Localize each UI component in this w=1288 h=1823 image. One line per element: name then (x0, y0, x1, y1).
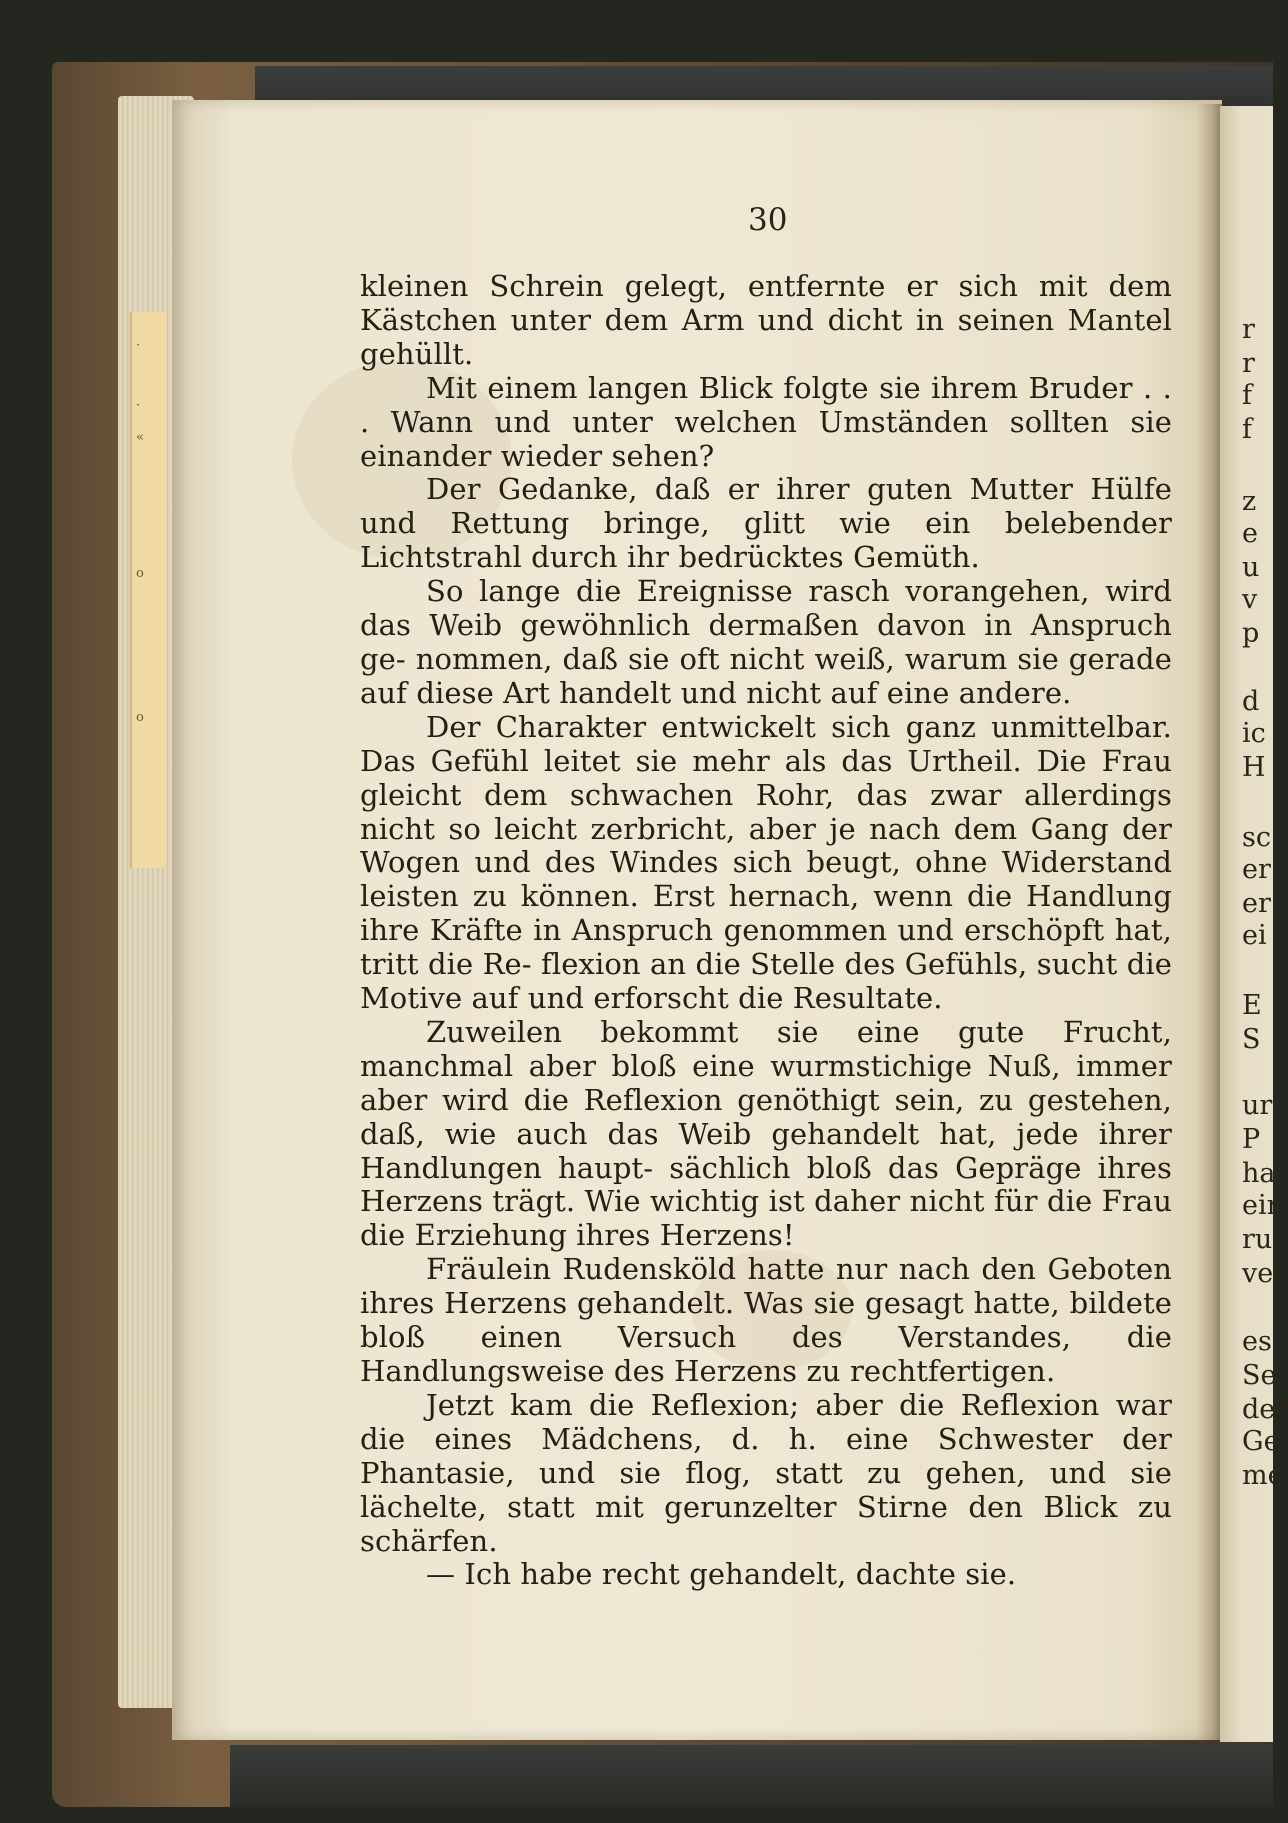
fragment: ein (1242, 1190, 1285, 1221)
fragment: H (1242, 752, 1266, 783)
paragraph: kleinen Schrein gelegt, entfernte er sich mit dem Kästchen unter dem Arm und dicht in seinen Mantel gehüllt. (360, 269, 1172, 371)
fragment: er (1242, 854, 1271, 885)
fragment: S (1242, 1024, 1261, 1055)
fragment: ver (1242, 1258, 1287, 1289)
fragment: sc (1242, 822, 1271, 853)
bookmark-tab (130, 312, 166, 868)
fragment: Se (1242, 1360, 1277, 1391)
tab-tick: « (136, 430, 144, 445)
fragment: ic (1242, 718, 1266, 749)
fragment: Ge (1242, 1426, 1280, 1457)
fragment: ha (1242, 1158, 1276, 1189)
paragraph: Zuweilen bekommt sie eine gute Frucht, manchmal aber bloß eine wurmstichige Nuß, immer aber wird die Reflexion genöthigt sein, zu gestehen, daß, wie auch das Weib gehandelt hat, jede ihrer Handlungen haupt- sächlich bloß das Gepräge ihres Herzens trägt. Wie wichtig ist daher nicht für die Frau die Erziehung ihres Herzens! (360, 1014, 1172, 1253)
bottom-binding-band (230, 1745, 1273, 1807)
fragment: me (1242, 1460, 1284, 1491)
fragment: r (1242, 314, 1255, 345)
tab-tick: o (136, 710, 144, 725)
tab-tick: o (136, 566, 144, 581)
page-number: 30 (748, 202, 788, 238)
paragraph: So lange die Ereignisse rasch vorangehen, wird das Weib gewöhnlich dermaßen davon in Anspruch ge- nommen, daß sie oft nicht weiß, warum sie gerade auf diese Art handelt und nicht auf eine andere. (360, 574, 1172, 710)
fragment: r (1242, 348, 1255, 379)
tab-tick: · (136, 398, 141, 413)
paragraph: Der Charakter entwickelt sich ganz unmittelbar. Das Gefühl leitet sie mehr als das Urtheil. Die Frau gleicht dem schwachen Rohr, das zwar allerdings nicht so leicht zerbricht, aber je nach dem Gang der Wogen und des Windes sich beugt, ohne Widerstand leisten zu können. Erst hernach, wenn die Handlung ihre Kräfte in Anspruch genommen und erschöpft hat, tritt die Re- flexion an die Stelle des Gefühls, sucht die Motive auf und erforscht die Resultate. (360, 709, 1172, 1016)
fragment: ru (1242, 1224, 1273, 1255)
paragraph: Fräulein Rudensköld hatte nur nach den Geboten ihres Herzens gehandelt. Was sie gesagt hatte, bildete bloß einen Versuch des Verstandes, die Handlungsweise des Herzens zu rechtfertigen. (360, 1252, 1172, 1388)
fragment: ur (1242, 1090, 1273, 1121)
paragraph: Der Gedanke, daß er ihrer guten Mutter Hülfe und Rettung bringe, glitt wie ein belebender Lichtstrahl durch ihr bedrücktes Gemüth. (360, 472, 1172, 575)
fragment: der (1242, 1394, 1288, 1425)
body-text (360, 270, 1172, 1592)
fragment: e (1242, 518, 1258, 549)
fragment: ei (1242, 920, 1267, 951)
fragment: f (1242, 414, 1252, 445)
fragment: z (1242, 486, 1257, 517)
fragment: u (1242, 552, 1260, 583)
fragment: d (1242, 686, 1260, 717)
fragment: v (1242, 584, 1258, 615)
fragment: er (1242, 888, 1271, 919)
tab-tick: · (136, 338, 141, 353)
fragment: E (1242, 990, 1262, 1021)
fragment: P (1242, 1124, 1261, 1155)
paragraph: Jetzt kam die Reflexion; aber die Reflexion war die eines Mädchens, d. h. eine Schwester der Phantasie, und sie flog, statt zu gehen, und sie lächelte, statt mit gerunzelter Stirne den Blick zu schärfen. (360, 1387, 1172, 1558)
paragraph: Mit einem langen Blick folgte sie ihrem Bruder . . . Wann und unter welchen Umständen sollten sie einander wieder sehen? (360, 370, 1172, 473)
fragment: f (1242, 380, 1252, 411)
fragment: es (1242, 1326, 1272, 1357)
fragment: p (1242, 618, 1260, 649)
paragraph: — Ich habe recht gehandelt, dachte sie. (426, 1557, 1017, 1592)
